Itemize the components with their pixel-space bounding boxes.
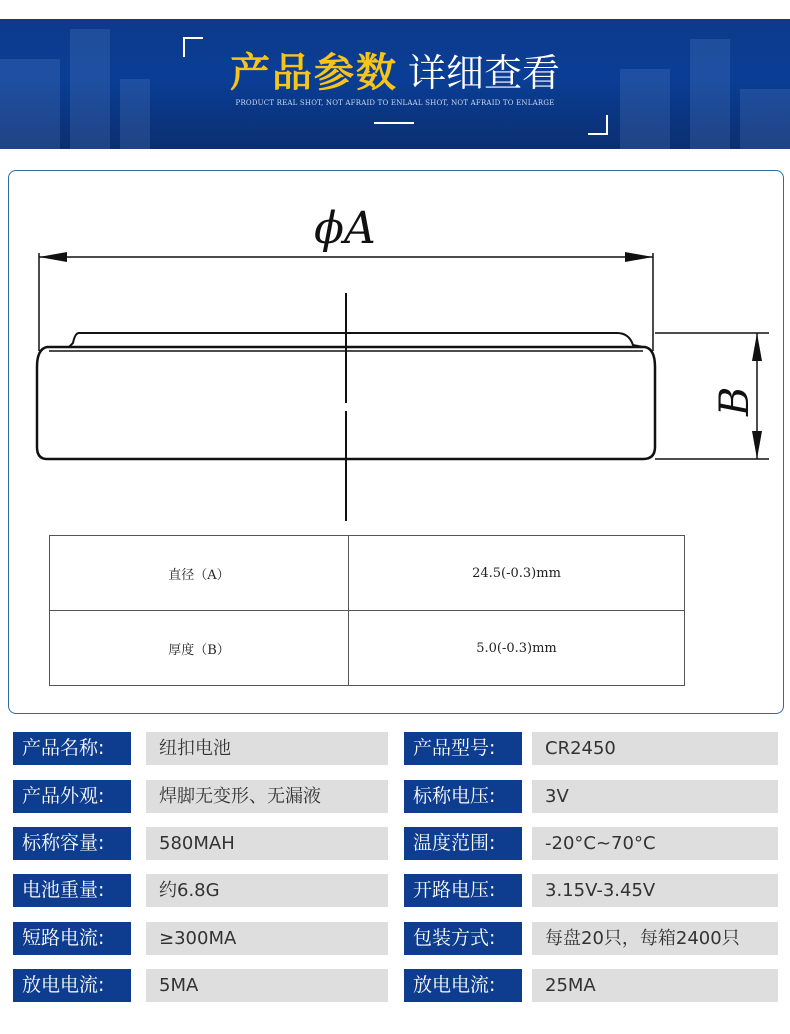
spec-row xyxy=(13,732,778,765)
spec-value: 580MAH xyxy=(146,827,388,860)
spec-value: 每盘20只，每箱2400只 xyxy=(532,922,778,955)
spec-row xyxy=(13,780,778,813)
spec-value: 纽扣电池 xyxy=(146,732,388,765)
spec-row xyxy=(13,922,778,955)
dim-b-label: B xyxy=(712,386,758,416)
header-banner xyxy=(0,19,790,149)
spec-row xyxy=(13,969,778,1002)
dimension-label: 厚度（B） xyxy=(50,611,349,686)
spec-row xyxy=(13,874,778,907)
dimension-diagram-panel xyxy=(8,170,784,714)
spec-value: 25MA xyxy=(532,969,778,1002)
table-row xyxy=(50,536,685,611)
spec-label: 标称电压: xyxy=(404,780,522,813)
battery-top-cap xyxy=(69,333,643,347)
dim-a-arrow-left xyxy=(39,252,67,262)
spec-label: 标称容量: xyxy=(13,827,131,860)
spec-label: 开路电压: xyxy=(404,874,522,907)
spec-value: CR2450 xyxy=(532,732,778,765)
spec-label: 放电电流: xyxy=(404,969,522,1002)
dimension-label: 直径（A） xyxy=(50,536,349,611)
dimension-table xyxy=(49,535,685,686)
banner-subtitle: PRODUCT REAL SHOT, NOT AFRAID TO ENLAAL SHOT, NOT AFRAID TO ENLARGE xyxy=(235,99,555,107)
spec-label: 产品型号: xyxy=(404,732,522,765)
skyline-decoration xyxy=(740,89,790,149)
spec-value: 3.15V-3.45V xyxy=(532,874,778,907)
dim-a-label: ϕA xyxy=(314,203,376,254)
spec-value: -20°C~70°C xyxy=(532,827,778,860)
spec-label: 包装方式: xyxy=(404,922,522,955)
spec-label: 产品名称: xyxy=(13,732,131,765)
dimension-value: 5.0(-0.3)mm xyxy=(349,611,685,686)
spec-value: 5MA xyxy=(146,969,388,1002)
banner-title-main: 产品参数 xyxy=(229,50,398,96)
spec-value: 3V xyxy=(532,780,778,813)
spec-label: 产品外观: xyxy=(13,780,131,813)
spec-value: 约6.8G xyxy=(146,874,388,907)
dim-a-arrow-right xyxy=(625,252,653,262)
banner-title-sub: 详细查看 xyxy=(407,51,560,95)
table-row xyxy=(50,611,685,686)
dimension-value: 24.5(-0.3)mm xyxy=(349,536,685,611)
spec-value: ≥300MA xyxy=(146,922,388,955)
dim-b-arrow-top xyxy=(752,333,762,361)
corner-bracket-bottom-right xyxy=(588,115,608,135)
spec-row xyxy=(13,827,778,860)
banner-title xyxy=(0,41,790,98)
spec-label: 温度范围: xyxy=(404,827,522,860)
spec-label: 短路电流: xyxy=(13,922,131,955)
banner-dash xyxy=(374,122,414,124)
spec-label: 放电电流: xyxy=(13,969,131,1002)
spec-label: 电池重量: xyxy=(13,874,131,907)
dim-b-arrow-bottom xyxy=(752,431,762,459)
spec-value: 焊脚无变形、无漏液 xyxy=(146,780,388,813)
